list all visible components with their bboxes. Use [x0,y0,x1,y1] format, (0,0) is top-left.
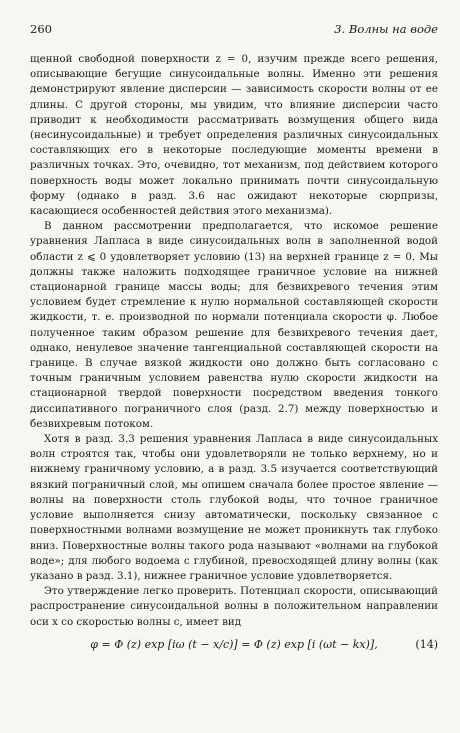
equation-14 [30,638,438,651]
page-number: 260 [30,22,52,36]
running-head: 3. Волны на воде [334,22,438,36]
paragraph-1: щенной свободной поверхности z = 0, изучим прежде всего решения, описывающие бегущие синусоидальные волны. Именно эти решения демонстрируют явление дисперсии — зависимость скорости волны от ее длины. С другой стороны, мы увидим, что влияние дисперсии часто приводит к необходимости рассматривать возмущения общего вида (несинусоидальные) и требует определения различных синусоидальных составляющих его в некоторые последующие моменты времени в различных точках. Это, очевидно, тот механизм, под действием которого поверхность воды может локально принимать почти синусоидальную форму (однако в разд. 3.6 нас ожидают некоторые сюрпризы, касающиеся особенностей действия этого механизма). [30,53,438,218]
equation-body: φ = Φ (z) exp [iω (t − x/c)] = Φ (z) exp [i (ωt − kx)], [90,637,378,651]
page-header [30,22,438,36]
body-text [30,52,438,630]
equation-number: (14) [415,637,438,651]
paragraph-3: Хотя в разд. 3.3 решения уравнения Лапласа в виде синусоидальных волн строятся так, чтобы они удовлетворяли не только верхнему, но и нижнему граничному условию, а в разд. 3.5 изучается соответствующий вязкий пограничный слой, мы опишем сначала более простое явление — волны на поверхности столь глубокой воды, что точное граничное условие выполняется снизу автоматически, поскольку связанное с поверхностными волнами возмущение не может проникнуть так глубоко вниз. Поверхностные волны такого рода называют «волнами на глубокой воде»; для любого водоема с глубиной, превосходящей длину волны (как указано в разд. 3.1), нижнее граничное условие удовлетворяется. [30,433,438,582]
paragraph-2: В данном рассмотрении предполагается, что искомое решение уравнения Лапласа в виде синусоидальных волн в заполненной водой области z ⩽ 0 удовлетворяет условию (13) на верхней границе z = 0. Мы должны также наложить подходящее граничное условие на нижней стационарной границе массы воды; для безвихревого течения этим условием будет стремление к нулю нормальной составляющей скорости жидкости, т. е. производной по нормали потенциала скорости φ. Любое полученное таким образом решение для безвихревого течения дает, однако, ненулевое значение тангенциальной составляющей скорости на границе. В случае вязкой жидкости оно должно быть согласовано с точным граничным условием равенства нулю скорости жидкости на стационарной твердой поверхности посредством введения тонкого диссипативного пограничного слоя (разд. 2.7) между поверхностью и безвихревым потоком. [30,220,438,430]
paragraph-4: Это утверждение легко проверить. Потенциал скорости, описывающий распространение синусоидальной волны в положительном направлении оси x со скоростью волны c, имеет вид [30,585,438,628]
